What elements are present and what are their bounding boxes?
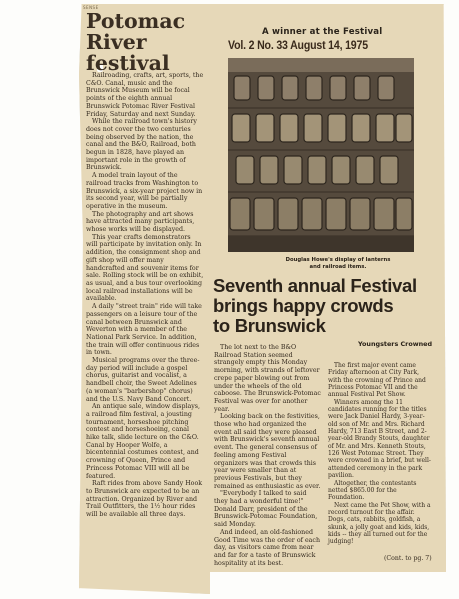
- main-headline-line-2: brings happy crowds: [213, 295, 394, 316]
- lanterns-photo: [228, 58, 414, 252]
- article-paragraph: Railroading, crafts, art, sports, the C&O. Canal, music and the Brunswick Museum will be focal points of the eighth annual Brunswick Potomac River Festival Friday, Saturday and next Sunday.: [86, 72, 204, 118]
- main-headline-line-1: Seventh annual Festival: [213, 275, 417, 296]
- article-paragraph: Next came the Pet Show, with a record turnout for the affair. Dogs, cats, rabbits, goldfish, a skunk, a jolly goat and kids, kids, kids -- they all turned out for the judging!: [328, 501, 431, 546]
- article-paragraph: Raft rides from above Sandy Hook to Brunswick are expected to be an attraction. Organized by River and Trail Outfitters, the 1½ hour rides will be available all three days.: [86, 480, 203, 519]
- article-paragraph: And indeed, an old-fashioned Good Time was the order of each day, as visitors came from near and far for a taste of Brunswick hospitality at its best.: [214, 528, 321, 567]
- article-paragraph: The lot next to the B&O Railroad Station seemed strangely empty this Monday morning, with strands of leftover crepe paper blowing out from under the wheels of the old caboose. The Brunswick-Potomac Festival was over for another year.: [214, 344, 321, 413]
- article-paragraph: The first major event came Friday afternoon at City Park, with the crowning of Prince and Princess Potomac VII and the annual Festival Pet Show.: [328, 362, 426, 399]
- article-paragraph: Winners among the 11 candidates running for the titles were Jack Daniel Hardy, 3-year-old son of Mr. and Mrs. Richard Hardy, 713 East B Street, and 2-year-old Brandy Stouts, daughter of Mr. and Mrs. Kenneth Stouts, 126 West Potomac Street. They were crowned in a brief, but well-attended ceremony in the park pavilion.: [328, 398, 431, 480]
- headline-line-2: River: [86, 30, 147, 54]
- article-paragraph: A daily "street train" ride will take passengers on a leisure tour of the canal between Brunswick and Weverton with a member of the National Park Service. In addition, the train will offer continuous rides in town.: [86, 303, 202, 357]
- main-headline: [213, 276, 433, 336]
- section-subhead: Youngsters Crowned: [358, 340, 433, 348]
- lanterns-photo-illustration: [228, 58, 414, 252]
- article-paragraph: While the railroad town's history does not cover the two centuries being observed by the nation, the canal and the B&O, Railroad, both begun in 1828, have played an important role in the growth of Brunswick.: [86, 118, 197, 172]
- photo-caption: Douglas Howe's display of lanterns and railroad items.: [285, 257, 391, 270]
- clipping-top-label: SENSE: [83, 5, 99, 10]
- headline-line-1: Potomac: [86, 9, 186, 33]
- article-paragraph: The photography and art shows have attracted many participants, whose works will be displayed.: [86, 210, 195, 234]
- article-paragraph: Altogether, the contestants netted $865.00 for the Foundation.: [328, 479, 417, 502]
- headline-line-3: festival: [86, 51, 170, 75]
- continued-note: (Cont. to pg. 7): [384, 555, 432, 562]
- article-paragraph: A model train layout of the railroad tracks from Washington to Brunswick, a six-year project now in its second year, will be partially operative in the museum.: [86, 172, 203, 210]
- youngsters-article-body: [328, 362, 432, 546]
- article-paragraph: This year crafts demonstrators will participate by invitation only. In addition, the consignment shop and gift shop will offer many handcrafted and souvenir items for sale. Rolling stock will be on exhibit, as usual, and a bus tour overlooking local railroad installations will be available.: [86, 233, 204, 303]
- festival-article-body: [86, 72, 204, 519]
- photo-kicker: A winner at the Festival: [262, 27, 383, 37]
- article-paragraph: An antique sale, window displays, a railroad film festival, a jousting tournament, horseshoe pitching contest and horseshoeing, canal hike talk, slide lecture on the C&O. Canal by Hooper Wolfe, a bicentennial costumes contest, and crowning of Queen, Prince and Princess Potomac VIII will all be featured.: [86, 403, 201, 480]
- main-article-body: [214, 344, 322, 567]
- issue-date-line: Vol. 2 No. 33 August 14, 1975: [228, 40, 368, 52]
- main-headline-line-3: to Brunswick: [213, 315, 326, 336]
- festival-headline: [86, 11, 206, 74]
- article-paragraph: Musical programs over the three-day period will include a gospel chorus, guitarist and vocalist, a handbell choir, the Sweet Adelines (a woman's "barbershop" chorus) and the U.S. Navy Band Concert.: [86, 357, 200, 403]
- article-paragraph: "Everybody I talked to said they had a wonderful time!" Donald Darr, president of the Brunswick-Potomac Foundation, said Monday.: [214, 490, 318, 529]
- article-paragraph: Looking back on the festivities, those who had organized the event all said they were pleased with Brunswick's seventh annual event. The general consensus of feeling among Festival organizers was that crowds this year were smaller than at previous Festivals, but they remained as enthusiastic as ever.: [214, 413, 321, 490]
